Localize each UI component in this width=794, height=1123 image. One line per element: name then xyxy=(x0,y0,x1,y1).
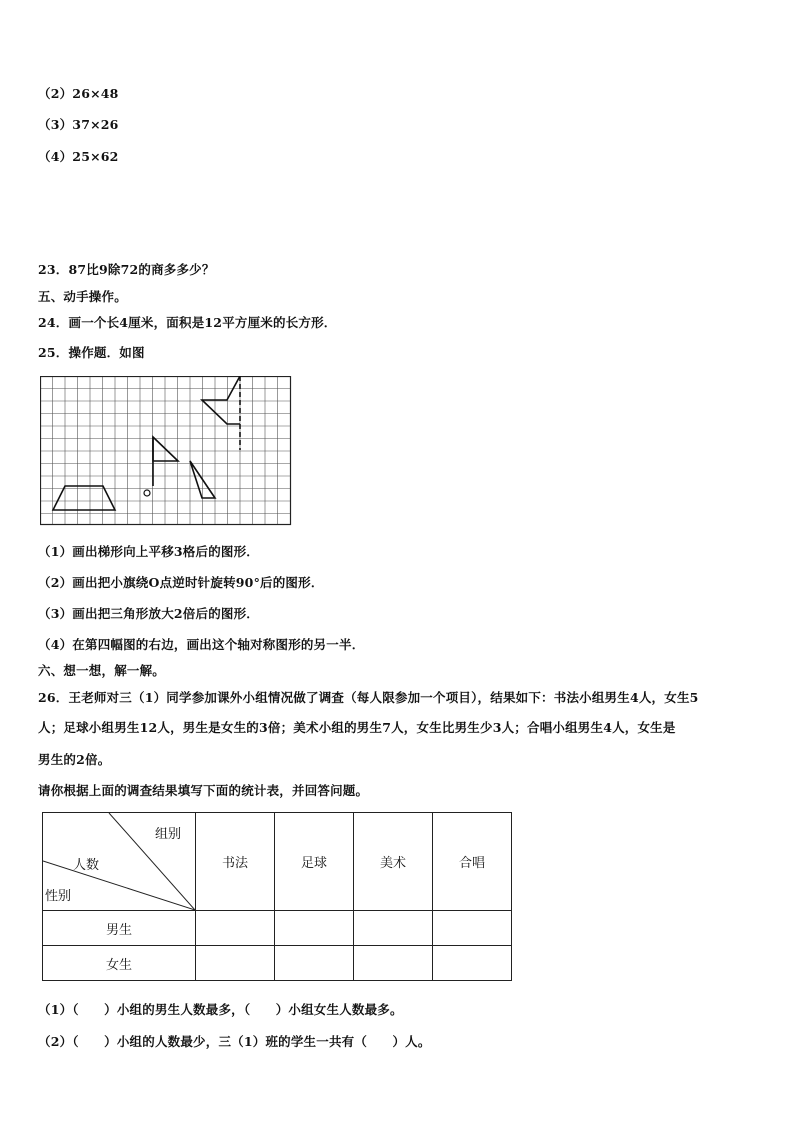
corner-label-gender: 性别 xyxy=(45,889,72,904)
symmetric-half-shape xyxy=(202,376,240,424)
table-row-girls xyxy=(43,946,512,981)
question-26-sub-1: （1）（ ）小组的男生人数最多，（ ）小组女生人数最多。 xyxy=(38,1002,403,1017)
grid-lines xyxy=(40,376,290,524)
row-header-girls: 女生 xyxy=(43,946,196,981)
question-26-line-3: 男生的2倍。 xyxy=(38,752,111,767)
corner-label-count: 人数 xyxy=(73,858,100,873)
answer-cell[interactable] xyxy=(433,911,512,946)
column-header-art: 美术 xyxy=(354,813,433,911)
question-26-line-1: 26．王老师对三（1）同学参加课外小组情况做了调查（每人限参加一个项目），结果如下：书法小组男生4人，女生5 xyxy=(38,690,699,705)
question-26-instruction: 请你根据上面的调查结果填写下面的统计表，并回答问题。 xyxy=(38,783,369,798)
answer-cell[interactable] xyxy=(354,911,433,946)
section-6-heading: 六、想一想，解一解。 xyxy=(38,663,166,678)
grid-border xyxy=(41,377,291,525)
flag-triangle xyxy=(153,437,178,461)
question-25-sub-3: （3）画出把三角形放大2倍后的图形． xyxy=(38,606,259,621)
grid-figure xyxy=(40,376,292,526)
calc-item-3: （3）37×26 xyxy=(38,117,119,132)
calc-item-4: （4）25×62 xyxy=(38,149,119,164)
corner-label-group: 组别 xyxy=(155,827,182,842)
section-5-heading: 五、动手操作。 xyxy=(38,289,127,304)
answer-cell[interactable] xyxy=(433,946,512,981)
column-header-football: 足球 xyxy=(275,813,354,911)
question-26-sub-2: （2）（ ）小组的人数最少，三（1）班的学生一共有（ ）人。 xyxy=(38,1034,431,1049)
trapezoid-shape xyxy=(53,486,115,510)
point-o-marker xyxy=(144,490,150,496)
calc-item-2: （2）26×48 xyxy=(38,86,119,101)
answer-cell[interactable] xyxy=(196,946,275,981)
question-25-sub-2: （2）画出把小旗绕O点逆时针旋转90°后的图形． xyxy=(38,575,324,590)
question-23: 23．87比9除72的商多多少？ xyxy=(38,262,215,277)
column-header-calligraphy: 书法 xyxy=(196,813,275,911)
column-header-chorus: 合唱 xyxy=(433,813,512,911)
question-26-line-2: 人；足球小组男生12人，男生是女生的3倍；美术小组的男生7人，女生比男生少3人；合唱小组男生4人，女生是 xyxy=(38,720,676,735)
table-corner-cell xyxy=(43,813,196,911)
answer-cell[interactable] xyxy=(354,946,433,981)
answer-cell[interactable] xyxy=(275,911,354,946)
question-25: 25．操作题．如图 xyxy=(38,345,145,360)
table-row-boys xyxy=(43,911,512,946)
answer-cell[interactable] xyxy=(196,911,275,946)
answer-cell[interactable] xyxy=(275,946,354,981)
question-25-sub-1: （1）画出梯形向上平移3格后的图形． xyxy=(38,544,259,559)
table-header-row xyxy=(43,813,512,911)
question-25-sub-4: （4）在第四幅图的右边，画出这个轴对称图形的另一半． xyxy=(38,637,365,652)
statistics-table xyxy=(42,812,512,981)
question-24: 24．画一个长4厘米，面积是12平方厘米的长方形． xyxy=(38,315,337,330)
row-header-boys: 男生 xyxy=(43,911,196,946)
